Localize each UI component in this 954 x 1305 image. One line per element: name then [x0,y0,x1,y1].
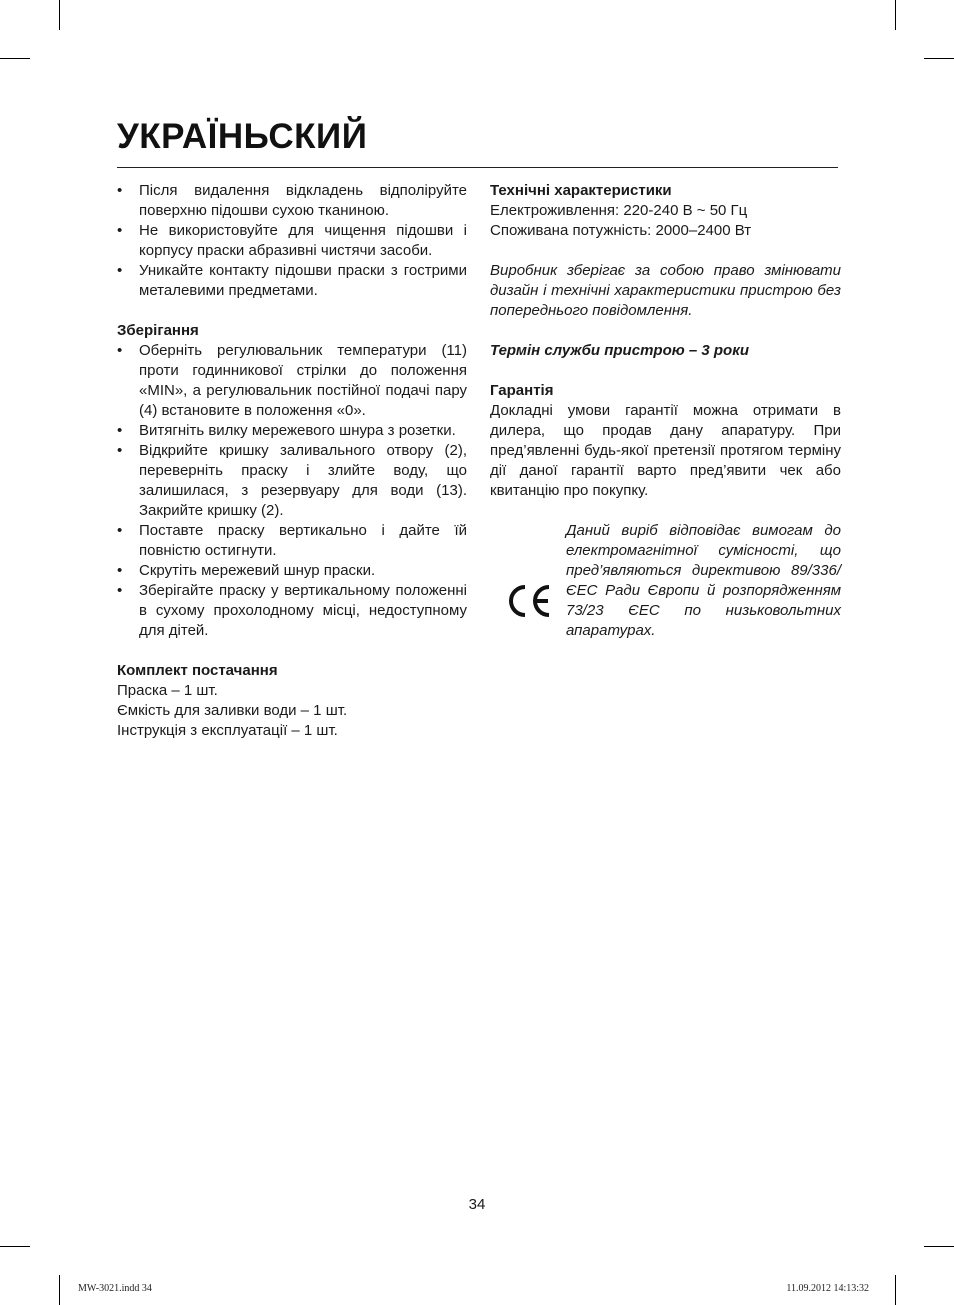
crop-mark [59,1275,60,1305]
kit-item: Праска – 1 шт. [117,682,218,699]
list-item: • Не використовуйте для чищення підошви і корпусу праски абразивні чистячи засоби. [117,221,467,261]
warranty-heading: Гарантія [490,382,554,399]
care-list [117,181,467,301]
crop-mark [924,58,954,59]
storage-heading: Зберігання [117,322,199,339]
left-column [117,181,467,741]
list-item: • Після видалення відкладень відполіруйте поверхню підошви сухою тканиною. [117,181,467,221]
disclaimer-text: Виробник зберігає за собою право змінювати дизайн і технічні характеристики пристрою без попереднього повідомлення. [490,262,841,319]
list-item: • Оберніть регулювальник температури (11) проти годинникової стрілки до положення «MIN», а регулювальник постійної подачі пару (4) встановите в положення «0». [117,341,467,421]
crop-mark [0,58,30,59]
list-item: • Зберігайте праску у вертикальному положенні в сухому прохолодному місці, недоступному для дітей. [117,581,467,641]
list-item: • Скрутіть мережевий шнур праски. [117,561,467,581]
kit-heading: Комплект постачання [117,662,278,679]
spec-line: Електроживлення: 220-240 В ~ 50 Гц [490,202,748,219]
ce-text: Даний виріб відповідає вимогам до електромагнітної сумісності, що пред’являються директивою 89/336/ЄЕС Ради Європи й розпорядженням 73/23 ЄЕС по низьковольтних апаратурах. [566,522,841,639]
footer-file: MW-3021.indd 34 [78,1283,152,1294]
crop-mark [0,1246,30,1247]
service-life-text: Термін служби пристрою – 3 роки [490,342,749,359]
page-title: УКРАЇНЬСКИЙ [117,117,368,156]
right-column [490,181,841,641]
ce-mark-icon [504,583,554,619]
page-number: 34 [468,1196,486,1213]
specs-heading: Технічні характеристики [490,182,672,199]
warranty-text: Докладні умови гарантії можна отримати в дилера, що продав дану апаратуру. При пред’явленні будь-якої претензії протягом терміну дії даної гарантії варто пред’явити чек або квитанцію про покупку. [490,402,841,499]
ce-compliance [490,521,841,641]
list-item: • Уникайте контакту підошви праски з гострими металевими предметами. [117,261,467,301]
footer-date: 11.09.2012 14:13:32 [786,1283,869,1294]
spec-line: Споживана потужність: 2000–2400 Вт [490,222,752,239]
title-rule [117,167,838,168]
list-item: • Поставте праску вертикально і дайте їй повністю остигнути. [117,521,467,561]
crop-mark [59,0,60,30]
crop-mark [895,1275,896,1305]
list-item: • Відкрийте кришку заливального отвору (2), переверніть праску і злийте воду, що залишилася, з резервуару для води (13). Закрийте кришку (2). [117,441,467,521]
kit-item: Ємкість для заливки води – 1 шт. [117,702,348,719]
crop-mark [895,0,896,30]
list-item: • Витягніть вилку мережевого шнура з розетки. [117,421,467,441]
kit-item: Інструкція з експлуатації – 1 шт. [117,722,338,739]
storage-list [117,341,467,641]
crop-mark [924,1246,954,1247]
